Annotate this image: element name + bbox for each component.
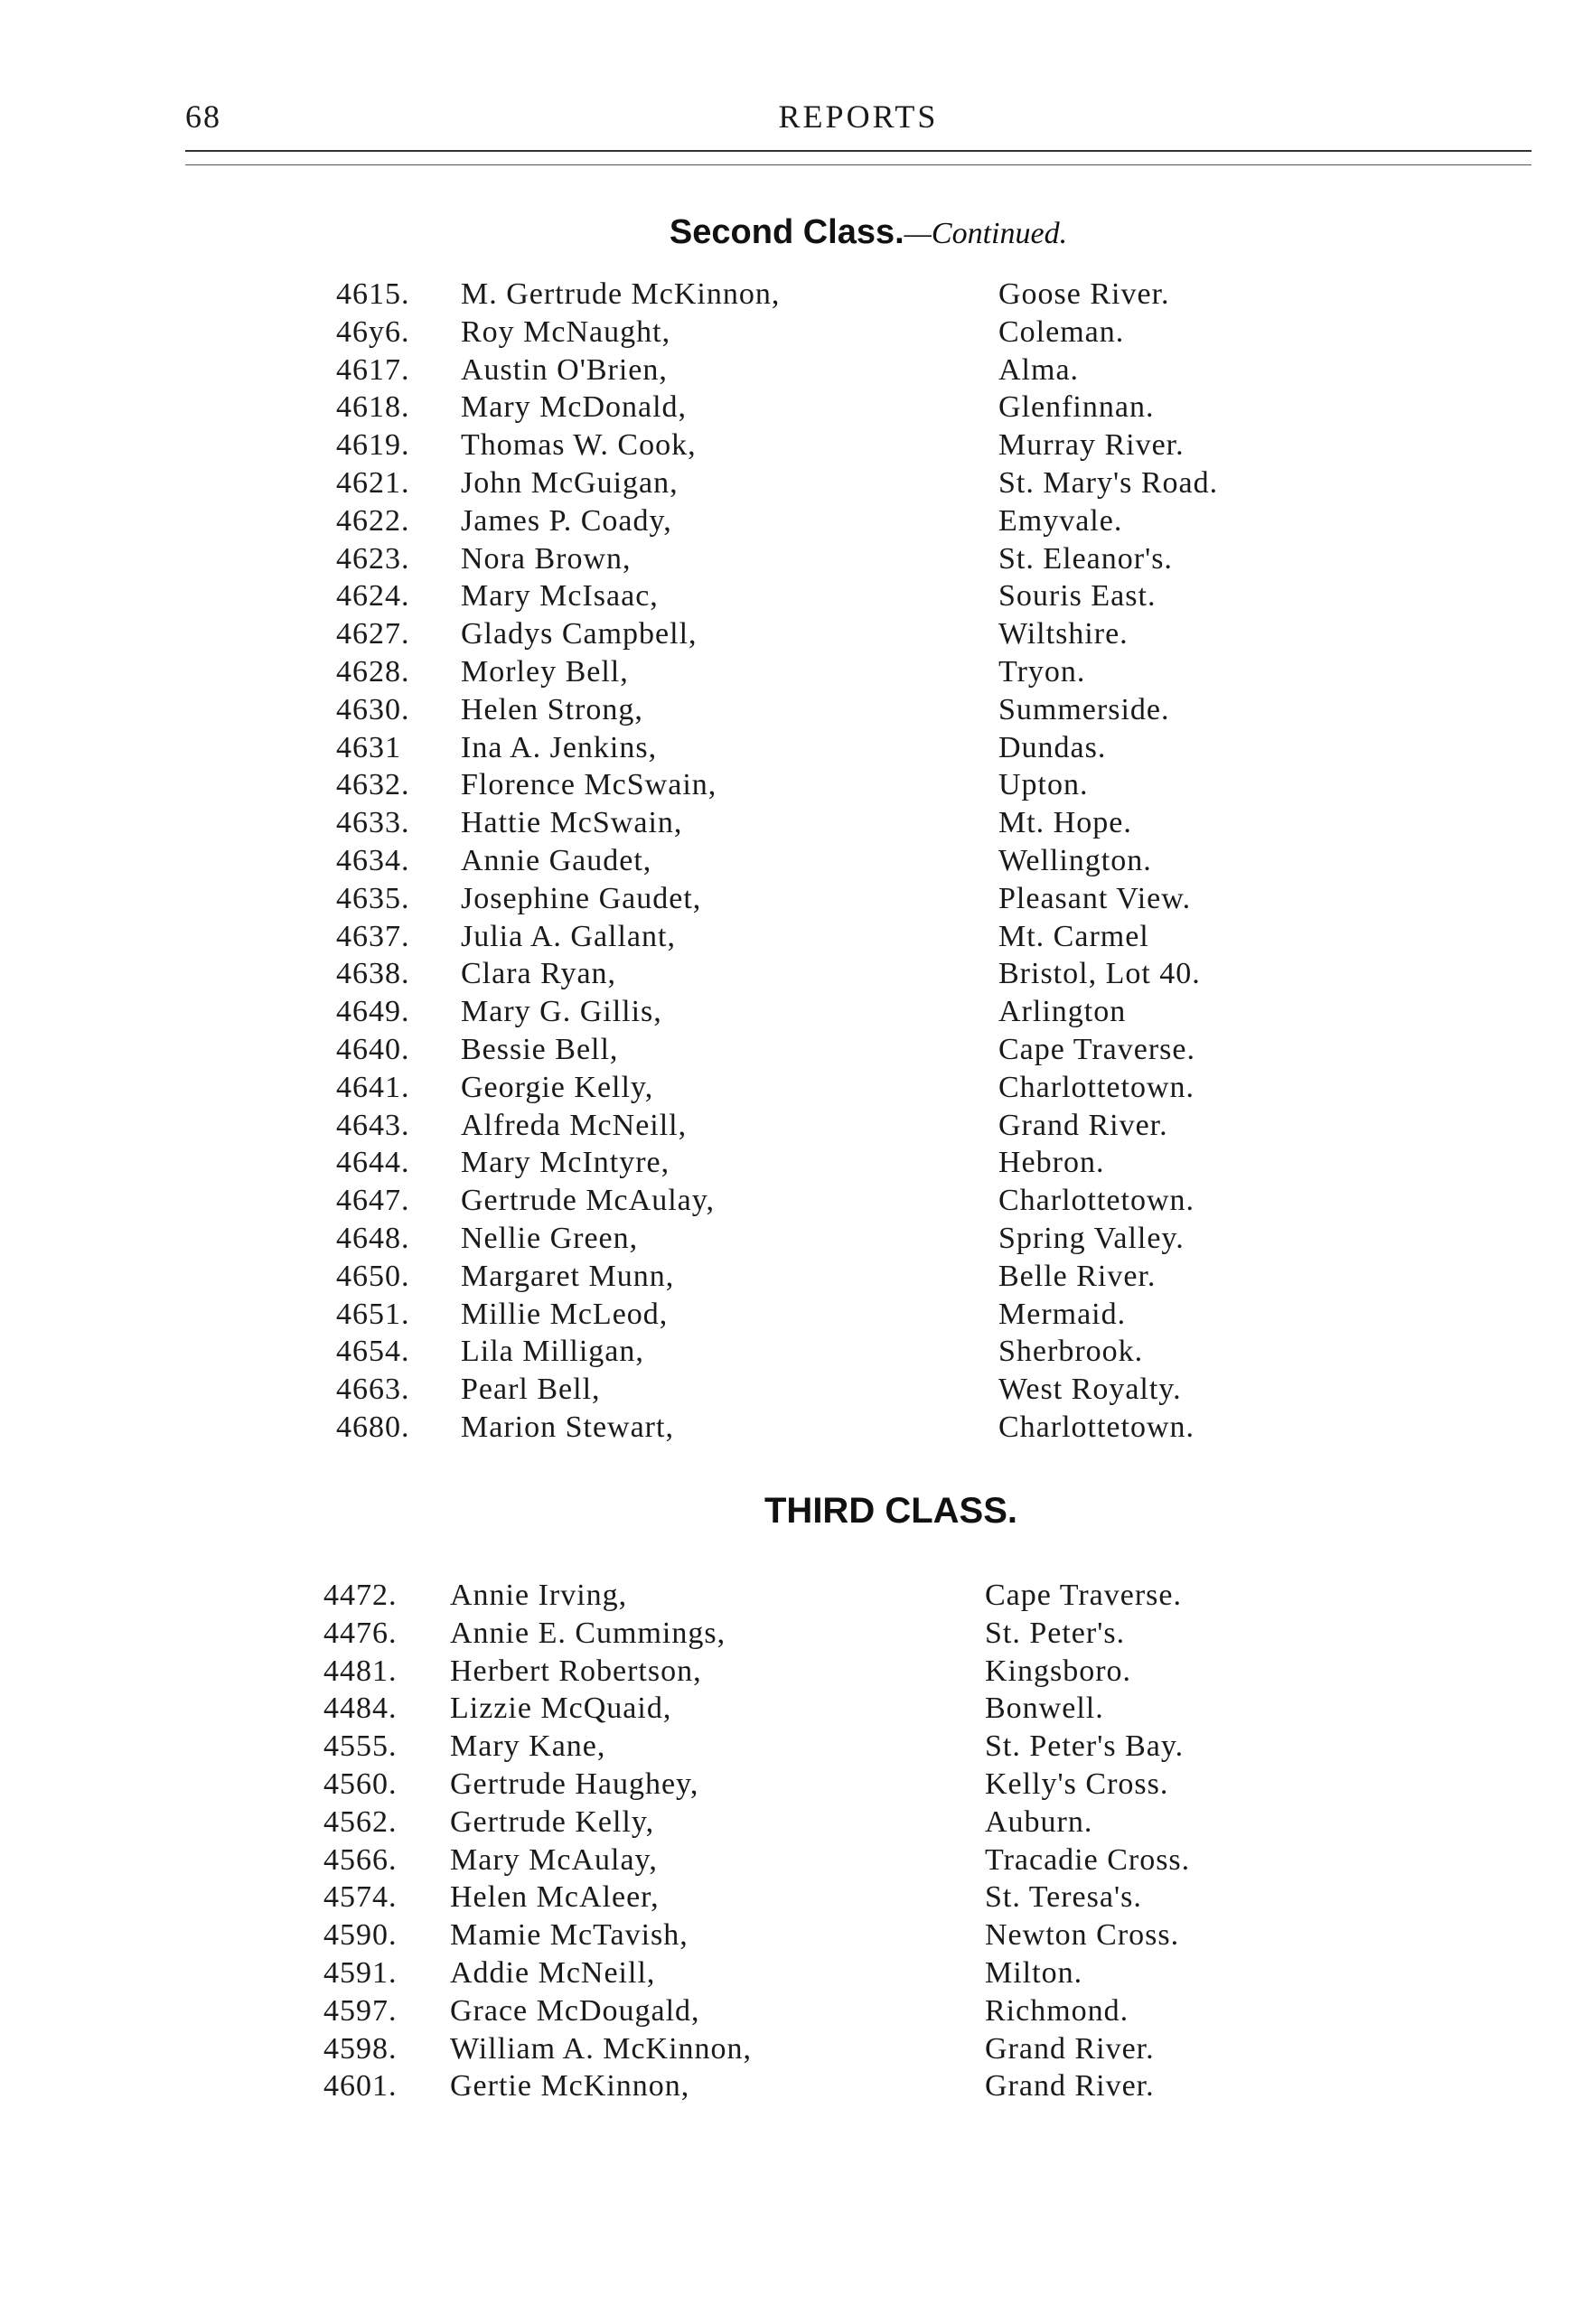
entry-number: 4663. — [336, 1373, 410, 1407]
entry-name: Josephine Gaudet, — [461, 881, 702, 915]
entry-name: Clara Ryan, — [461, 957, 617, 991]
entry-place: Spring Valley. — [998, 1221, 1185, 1255]
entry-number: 4562. — [323, 1804, 398, 1839]
entry-name: Helen McAleer, — [450, 1880, 660, 1915]
entry-place: St. Peter's. — [985, 1616, 1126, 1650]
list-item — [0, 804, 1574, 842]
entry-number: 4476. — [323, 1616, 398, 1650]
entry-place: St. Mary's Road. — [998, 465, 1219, 500]
entry-place: Grand River. — [985, 2069, 1155, 2104]
entry-place: Charlottetown. — [998, 1184, 1195, 1218]
entry-name: Lila Milligan, — [461, 1335, 644, 1369]
entry-place: Charlottetown. — [998, 1070, 1195, 1104]
entry-number: 4644. — [336, 1146, 410, 1180]
entry-name: Annie E. Cummings, — [450, 1616, 726, 1650]
entry-number: 4680. — [336, 1410, 410, 1444]
entry-place: Richmond. — [985, 1993, 1129, 2028]
entry-number: 4591. — [323, 1955, 398, 1990]
list-item — [0, 2067, 1574, 2105]
entry-name: Alfreda McNeill, — [461, 1108, 688, 1142]
entry-name: Herbert Robertson, — [450, 1654, 702, 1688]
entry-place: Wellington. — [998, 843, 1152, 877]
entry-number: 4650. — [336, 1259, 410, 1293]
running-header — [185, 98, 1532, 143]
entry-number: 4566. — [323, 1842, 398, 1877]
entry-place: Auburn. — [985, 1804, 1093, 1839]
entry-number: 4621. — [336, 465, 410, 500]
list-item — [0, 502, 1574, 540]
list-item — [0, 653, 1574, 691]
entry-name: Annie Gaudet, — [461, 843, 652, 877]
entry-number: 4631 — [336, 730, 401, 764]
list-item — [0, 918, 1574, 956]
entry-place: Dundas. — [998, 730, 1107, 764]
entry-name: Marion Stewart, — [461, 1410, 674, 1444]
entry-name: Mamie McTavish, — [450, 1918, 689, 1953]
entry-name: Austin O'Brien, — [461, 352, 668, 387]
running-title: REPORTS — [778, 98, 939, 135]
entry-place: Newton Cross. — [985, 1918, 1180, 1953]
entry-place: Grand River. — [998, 1108, 1168, 1142]
list-item — [0, 766, 1574, 804]
list-item — [0, 1879, 1574, 1916]
entry-number: 4640. — [336, 1032, 410, 1066]
entry-name: Addie McNeill, — [450, 1955, 656, 1990]
entry-number: 4630. — [336, 692, 410, 726]
entry-number: 4633. — [336, 806, 410, 840]
entry-number: 4618. — [336, 390, 410, 425]
entry-name: Mary McDonald, — [461, 390, 688, 425]
entry-place: Emyvale. — [998, 503, 1123, 538]
list-item — [0, 1258, 1574, 1296]
entry-place: Souris East. — [998, 579, 1157, 614]
list-item — [0, 1182, 1574, 1220]
entry-name: Georgie Kelly, — [461, 1070, 654, 1104]
entry-number: 46y6. — [336, 314, 410, 349]
entry-number: 4643. — [336, 1108, 410, 1142]
entry-number: 4597. — [323, 1993, 398, 2028]
list-item — [0, 1577, 1574, 1615]
entry-number: 4601. — [323, 2069, 398, 2104]
list-item — [0, 1107, 1574, 1145]
entry-place: Murray River. — [998, 428, 1185, 463]
entry-number: 4598. — [323, 2031, 398, 2066]
entry-name: Millie McLeod, — [461, 1297, 669, 1331]
entry-place: Mermaid. — [998, 1297, 1127, 1331]
entry-number: 4628. — [336, 654, 410, 689]
entry-place: Coleman. — [998, 314, 1125, 349]
entry-place: Kelly's Cross. — [985, 1766, 1169, 1801]
entry-name: Mary McAulay, — [450, 1842, 658, 1877]
entry-place: West Royalty. — [998, 1373, 1182, 1407]
entry-place: Tracadie Cross. — [985, 1842, 1191, 1877]
list-item — [0, 1031, 1574, 1069]
entry-place: Alma. — [998, 352, 1080, 387]
entry-place: St. Teresa's. — [985, 1880, 1142, 1915]
entry-place: Bristol, Lot 40. — [998, 957, 1201, 991]
list-item — [0, 1069, 1574, 1107]
entry-name: Margaret Munn, — [461, 1259, 675, 1293]
entry-name: Florence McSwain, — [461, 768, 717, 802]
entry-place: Wiltshire. — [998, 617, 1129, 651]
entry-place: Grand River. — [985, 2031, 1155, 2066]
list-item — [0, 615, 1574, 653]
entry-name: Gertrude McAulay, — [461, 1184, 716, 1218]
continued-label: —Continued. — [904, 217, 1068, 250]
list-item — [0, 1296, 1574, 1334]
entry-number: 4641. — [336, 1070, 410, 1104]
third-class-list — [0, 1577, 1574, 2105]
entry-number: 4560. — [323, 1766, 398, 1801]
entry-number: 4648. — [336, 1221, 410, 1255]
entry-name: Mary McIsaac, — [461, 579, 659, 614]
entry-number: 4632. — [336, 768, 410, 802]
entry-name: Helen Strong, — [461, 692, 643, 726]
entry-number: 4472. — [323, 1579, 398, 1612]
list-item — [0, 1728, 1574, 1766]
entry-name: Nellie Green, — [461, 1221, 639, 1255]
header-rule-thin — [185, 164, 1532, 165]
entry-number: 4622. — [336, 503, 410, 538]
entry-number: 4637. — [336, 919, 410, 953]
list-item — [0, 1841, 1574, 1879]
list-item — [0, 729, 1574, 767]
entry-number: 4574. — [323, 1880, 398, 1915]
entry-place: Summerside. — [998, 692, 1170, 726]
third-class-heading: THIRD CLASS. — [764, 1491, 1017, 1531]
list-item — [0, 2030, 1574, 2068]
entry-number: 4619. — [336, 428, 410, 463]
list-item — [0, 351, 1574, 389]
entry-number: 4623. — [336, 541, 410, 576]
entry-name: Mary McIntyre, — [461, 1146, 670, 1180]
list-item — [0, 540, 1574, 578]
second-class-title: Second Class. — [669, 213, 904, 251]
list-item — [0, 1371, 1574, 1409]
entry-number: 4651. — [336, 1297, 410, 1331]
entry-place: Pleasant View. — [998, 881, 1192, 915]
list-item — [0, 276, 1574, 314]
list-item — [0, 880, 1574, 918]
header-rule-thick — [185, 150, 1532, 152]
entry-number: 4615. — [336, 277, 410, 311]
entry-name: M. Gertrude McKinnon, — [461, 277, 781, 311]
list-item — [0, 389, 1574, 426]
second-class-heading — [81, 213, 1574, 252]
entry-place: Cape Traverse. — [985, 1579, 1182, 1612]
entry-name: John McGuigan, — [461, 465, 679, 500]
entry-number: 4481. — [323, 1654, 398, 1688]
entry-name: Bessie Bell, — [461, 1032, 619, 1066]
list-item — [0, 1992, 1574, 2030]
entry-name: Hattie McSwain, — [461, 806, 683, 840]
list-item — [0, 955, 1574, 993]
entry-name: Morley Bell, — [461, 654, 629, 689]
entry-place: Belle River. — [998, 1259, 1157, 1293]
list-item — [0, 1409, 1574, 1447]
list-item — [0, 1954, 1574, 1992]
entry-number: 4649. — [336, 995, 410, 1029]
entry-number: 4635. — [336, 881, 410, 915]
entry-place: Cape Traverse. — [998, 1032, 1195, 1066]
entry-name: Thomas W. Cook, — [461, 428, 697, 463]
entry-place: Arlington — [998, 995, 1127, 1029]
entry-name: James P. Coady, — [461, 503, 672, 538]
list-item — [0, 1653, 1574, 1691]
entry-number: 4624. — [336, 579, 410, 614]
list-item — [0, 842, 1574, 880]
list-item — [0, 426, 1574, 464]
entry-place: Sherbrook. — [998, 1335, 1144, 1369]
entry-number: 4647. — [336, 1184, 410, 1218]
entry-place: Tryon. — [998, 654, 1086, 689]
entry-place: Mt. Carmel — [998, 919, 1149, 953]
entry-name: Annie Irving, — [450, 1579, 628, 1612]
entry-name: Mary G. Gillis, — [461, 995, 662, 1029]
list-item — [0, 1333, 1574, 1371]
entry-place: Bonwell. — [985, 1691, 1104, 1726]
entry-number: 4654. — [336, 1335, 410, 1369]
entry-name: William A. McKinnon, — [450, 2031, 753, 2066]
list-item — [0, 577, 1574, 615]
entry-place: Mt. Hope. — [998, 806, 1132, 840]
list-item — [0, 1144, 1574, 1182]
entry-name: Mary Kane, — [450, 1729, 606, 1764]
second-class-list — [0, 276, 1574, 1447]
entry-name: Lizzie McQuaid, — [450, 1691, 672, 1726]
entry-place: Glenfinnan. — [998, 390, 1155, 425]
entry-name: Grace McDougald, — [450, 1993, 700, 2028]
list-item — [0, 1766, 1574, 1804]
list-item — [0, 1690, 1574, 1728]
page-number: 68 — [185, 98, 221, 135]
entry-name: Gertie McKinnon, — [450, 2069, 690, 2104]
entry-number: 4634. — [336, 843, 410, 877]
list-item — [0, 691, 1574, 729]
entry-name: Gertrude Haughey, — [450, 1766, 699, 1801]
list-item — [0, 314, 1574, 351]
entry-name: Pearl Bell, — [461, 1373, 601, 1407]
list-item — [0, 993, 1574, 1031]
entry-place: Hebron. — [998, 1146, 1105, 1180]
entry-number: 4555. — [323, 1729, 398, 1764]
list-item — [0, 1220, 1574, 1258]
entry-place: Milton. — [985, 1955, 1083, 1990]
entry-name: Gladys Campbell, — [461, 617, 698, 651]
entry-name: Gertrude Kelly, — [450, 1804, 655, 1839]
entry-number: 4617. — [336, 352, 410, 387]
entry-name: Julia A. Gallant, — [461, 919, 676, 953]
entry-number: 4590. — [323, 1918, 398, 1953]
entry-number: 4627. — [336, 617, 410, 651]
list-item — [0, 464, 1574, 502]
entry-place: Upton. — [998, 768, 1089, 802]
entry-place: St. Peter's Bay. — [985, 1729, 1185, 1764]
entry-number: 4484. — [323, 1691, 398, 1726]
entry-place: Goose River. — [998, 277, 1170, 311]
entry-name: Roy McNaught, — [461, 314, 671, 349]
entry-place: Kingsboro. — [985, 1654, 1132, 1688]
list-item — [0, 1916, 1574, 1954]
entry-name: Nora Brown, — [461, 541, 632, 576]
entry-place: Charlottetown. — [998, 1410, 1195, 1444]
list-item — [0, 1804, 1574, 1841]
entry-number: 4638. — [336, 957, 410, 991]
entry-place: St. Eleanor's. — [998, 541, 1173, 576]
entry-name: Ina A. Jenkins, — [461, 730, 658, 764]
list-item — [0, 1615, 1574, 1653]
